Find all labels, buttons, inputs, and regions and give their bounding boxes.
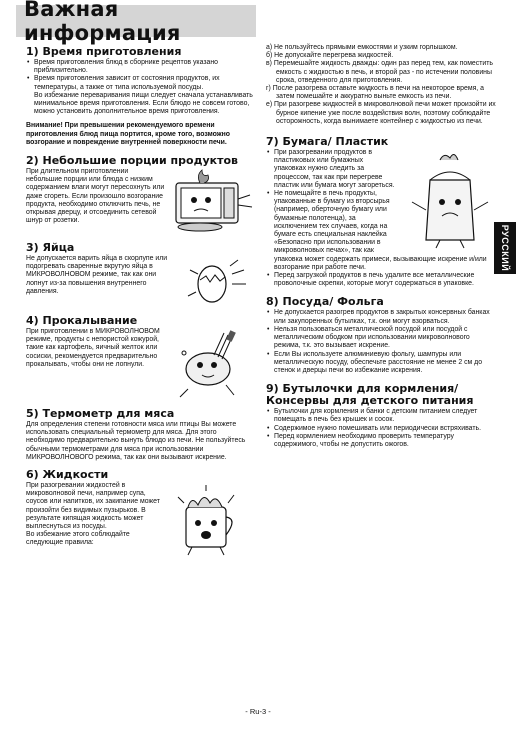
- page-title: Важная информация: [24, 0, 181, 45]
- bullet-item: • При разогревании продуктов в пластиковых или бумажных упаковках нужно следить за процессом, так как при перегреве пластик или бумага могут загореться.: [266, 149, 496, 190]
- bullet-list: [266, 149, 496, 288]
- section-heading: 6) Жидкости: [26, 468, 109, 482]
- warning-text: Внимание! При превышении рекомендуемого времени приготовления блюд пища портится, кроме того, возможно возгорание и повреждение внутренней поверхности печи.: [26, 122, 230, 146]
- section-dishes-foil: [266, 296, 496, 375]
- paragraph: Для определения степени готовности мяса или птицы Вы можете использовать специальный термометр для мяса. Для этого необходимо предварительно вынуть блюдо из печи. Не пользуйтесь обычными термометрами для мяса при использовании МИКРОВОЛНОВОГО режима, так как они вызывают искрение.: [26, 421, 246, 461]
- burning-oven-illustration: [170, 169, 254, 233]
- section-liquids: [26, 467, 254, 561]
- section-small-portions: [26, 153, 254, 235]
- section-eggs: [26, 240, 254, 308]
- rule-item: в) Перемешайте жидкость дважды: один раз перед тем, как поместить емкость с жидкостью в печь, и второй раз - по истечении половины срока, отведенного для приготовления.: [266, 60, 493, 84]
- paragraph: При разогревании жидкостей в микроволновой печи, например супа, соусов или напитков, их закипание может произойти без видимых пузырьков. В результате кипящая жидкость может выплеснуться из посуды.: [26, 482, 160, 531]
- section-heading: 7) Бумага/ Пластик: [266, 135, 389, 149]
- bullet-list: [26, 59, 254, 92]
- section-heading: 1) Время приготовления: [26, 45, 182, 58]
- liquids-rules-list: [266, 44, 496, 126]
- section-heading: 9) Бутылочки для кормления/ Консервы для детского питания: [266, 382, 474, 408]
- rule-item: а) Не пользуйтесь прямыми емкостями и узким горлышком.: [266, 44, 458, 51]
- paragraph: Во избежание переваривания пищи следует сначала устанавливать минимальное время приготовления. Если блюдо не совсем готово, можно установить дополнительное время приготовления.: [34, 91, 253, 116]
- bullet-item: • Не допускается разогрев продуктов в закрытых консервных банках или закупоренных бутылках, т.к. они могут взорваться.: [266, 309, 496, 325]
- section-heading: 2) Небольшие порции продуктов: [26, 154, 238, 168]
- language-tab-label: РУССКИЙ: [500, 224, 511, 272]
- section-piercing: [26, 313, 254, 403]
- bullet-item: • Время приготовления блюд в сборнике рецептов указано приблизительно.: [26, 59, 254, 75]
- paragraph: При приготовлении в МИКРОВОЛНОВОМ режиме, продукты с непористой кожурой, такие как картофель, яичный желток или сосиски, рекомендуется предварительно прокалывать, чтобы они не лопнули.: [26, 328, 160, 368]
- bullet-list: [266, 309, 496, 375]
- section-paper-plastic: [266, 134, 496, 288]
- bullet-item: • Перед кормлением необходимо проверить температуру содержимого, чтобы не допустить ожогов.: [266, 433, 496, 449]
- page-number: - Ru-3 -: [245, 707, 271, 716]
- section-cooking-time: [26, 46, 254, 147]
- title-banner: [16, 0, 256, 45]
- section-meat-thermometer: [26, 408, 254, 462]
- section-heading: 3) Яйца: [26, 241, 75, 255]
- rule-item: б) Не допускайте перегрева жидкостей.: [266, 52, 394, 60]
- bullet-item: • Не помещайте в печь продукты, упакованные в бумагу из вторсырья (например, оберточную бумагу или бумажные полотенца), за исключением тех случаев, когда на бумаге есть специальная наклейка «Безопасно при использовании в микроволновых печах», так как упаковка может содержать примеси, вызывающие искрение и/или возгорание при работе печи.: [266, 190, 496, 272]
- language-tab: [494, 222, 516, 274]
- right-column: [266, 44, 496, 449]
- paragraph: Во избежание этого соблюдайте следующие правила:: [26, 531, 130, 547]
- section-heading: 5) Термометр для мяса: [26, 407, 175, 421]
- potato-fork-illustration: [168, 329, 254, 401]
- paragraph: Не допускается варить яйца в скорлупе или подогревать сваренные вкрутую яйца в МИКРОВОЛНОВОМ режиме, так как они лопнут из-за повышения внутреннего давления.: [26, 255, 168, 295]
- bullet-item: • Содержимое нужно помешивать или периодически встряхивать.: [266, 425, 496, 433]
- boiling-cup-illustration: [164, 483, 254, 559]
- bullet-item: • Перед загрузкой продуктов в печь удалите все металлические проволочные скрепки, которые могут содержаться в упаковке.: [266, 272, 496, 288]
- section-heading: 8) Посуда/ Фольга: [266, 295, 384, 309]
- section-baby-bottles: [266, 383, 496, 449]
- rule-item: г) После разогрева оставьте жидкость в печи на некоторое время, а затем помешайте и аккуратно выньте емкость из печи.: [266, 85, 484, 101]
- egg-illustration: [182, 256, 254, 306]
- left-column: [26, 44, 254, 561]
- paragraph: При длительном приготовлении небольшие порции или блюда с низким содержанием влаги могут пересохнуть или даже сгореть. Если произошло возгорание продукта, необходимо отключить печь, не открывая дверцу, и отсоединить сетевой шнур от розетки.: [26, 168, 165, 225]
- rule-item: е) При разогреве жидкостей в микроволновой печи может произойти их бурное кипение уже после воздействия волн, поэтому соблюдайте осторожность, когда вынимаете контейнер с жидкостью из печи.: [266, 101, 496, 125]
- bullet-item: • Время приготовления зависит от состояния продуктов, их температуры, а также от типа используемой посуды.: [26, 75, 254, 91]
- bullet-item: • Нельзя пользоваться металлической посудой или посудой с металлическим ободком при использовании микроволнового режима, т.к. это вызывает искрение.: [266, 326, 496, 351]
- section-heading: 4) Прокалывание: [26, 314, 138, 328]
- bullet-item: • Бутылочки для кормления и банки с детским питанием следует помещать в печь без крышек и сосок.: [266, 408, 496, 424]
- bullet-item: • Если Вы используете алюминиевую фольгу, шампуры или металлическую посуду, обеспечьте расстояние не менее 2 см до стенок и дверцы печи во избежание искрения.: [266, 351, 496, 376]
- bullet-list: [266, 408, 496, 449]
